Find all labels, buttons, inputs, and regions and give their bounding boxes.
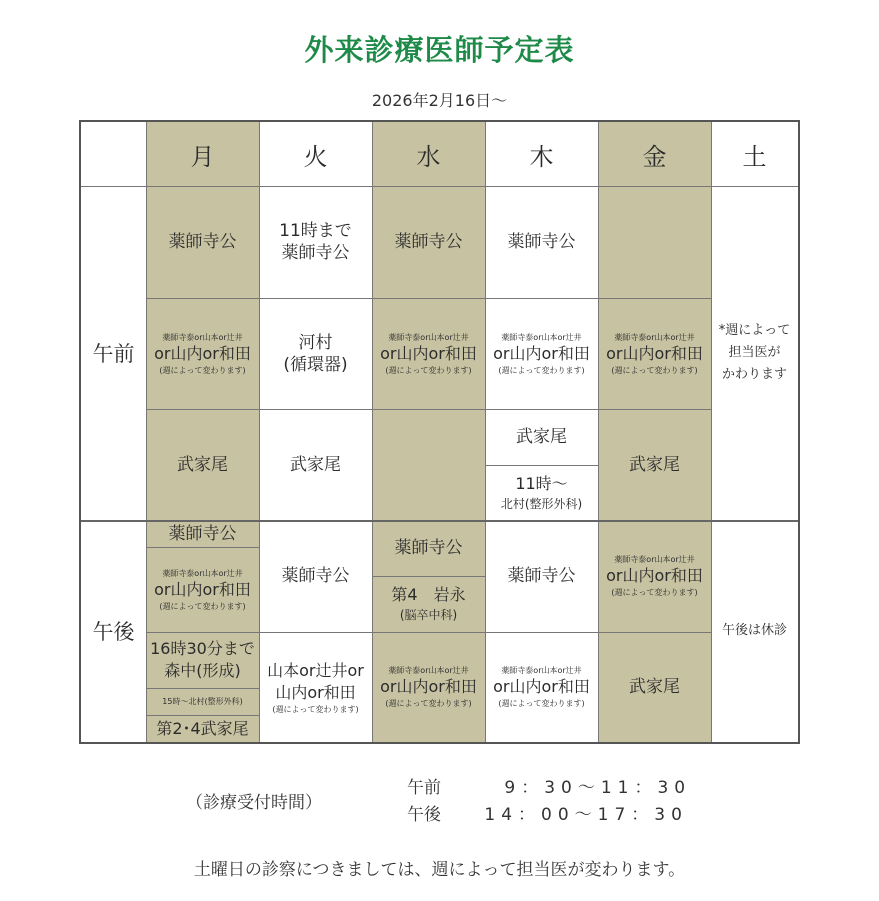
pm1-fri-main: or山内or和田 [606,566,703,585]
am3-thu-bottom [485,465,598,520]
pm2-mon-mid: 15時〜北村(整形外科) [146,688,259,715]
hours-am-label: 午前 [407,778,441,798]
pm2-wed-small-top: 薬師寺泰or山本or辻井 [388,666,469,675]
hours-label: （診療受付時間） [186,793,322,813]
pm2-mon-line2: 森中(形成) [164,661,241,680]
pm2-tue-line3: (週によって変わります) [272,704,359,714]
am1-wed: 薬師寺公 [372,186,485,298]
am2-mon-small-bottom: (週によって変わります) [159,365,246,375]
grid-line [146,122,147,742]
grid-line [146,715,259,716]
am2-wed-main: or山内or和田 [380,343,477,363]
footer-note: 土曜日の診察につきましては、週によって担当医が変わります。 [193,860,686,880]
am1-mon: 薬師寺公 [146,186,259,298]
am2-wed [372,298,485,409]
pm1-tue: 薬師寺公 [259,520,372,632]
grid-line [485,465,598,466]
grid-line [146,547,259,548]
pm2-thu-small-top: 薬師寺泰or山本or辻井 [501,666,582,675]
grid-line [146,298,711,299]
header-mon: 月 [146,122,259,186]
header-corner-cell [81,122,146,186]
am2-thu-small-bottom: (週によって変わります) [498,365,585,375]
grid-line [711,122,712,742]
pm1-thu: 薬師寺公 [485,520,598,632]
pm1-mon-small-top: 薬師寺泰or山本or辻井 [162,568,243,578]
grid-line [146,632,711,633]
page-title: 外来診療医師予定表 [304,33,575,67]
am1-tue-line1: 11時まで [279,221,352,241]
am2-fri [598,298,711,409]
am-sat-line1: *週によって [718,323,791,338]
am2-thu [485,298,598,409]
hours-am-row [407,773,691,798]
am1-tue [259,186,372,298]
am3-tue: 武家尾 [259,409,372,520]
pm2-thu [485,632,598,742]
pm2-mon-bottom: 第2･4武家尾 [146,715,259,742]
header-wed: 水 [372,122,485,186]
am2-wed-small-bottom: (週によって変わります) [385,365,472,375]
am2-tue-line2: (循環器) [283,354,348,375]
grid-line [81,520,798,522]
pm2-thu-main: or山内or和田 [493,677,590,696]
pm1-fri [598,520,711,632]
grid-line [259,122,260,742]
am2-mon [146,298,259,409]
am2-fri-main: or山内or和田 [606,343,703,363]
am2-tue-line1: 河村 [298,332,333,353]
grid-line [372,576,485,577]
hours-pm-label: 午後 [407,805,441,825]
schedule-table [79,120,800,744]
am3-thu-top: 武家尾 [485,409,598,465]
pm1-mon-top: 薬師寺公 [146,520,259,547]
am3-fri: 武家尾 [598,409,711,520]
header-sat: 土 [711,122,798,186]
pm2-tue [259,632,372,742]
am2-thu-main: or山内or和田 [493,343,590,363]
period-am-label: 午前 [81,186,146,520]
pm2-tue-line2: 山内or和田 [275,682,356,702]
hours-pm-time: 14：00〜17：30 [484,805,688,825]
pm2-thu-small-bottom: (週によって変わります) [498,699,585,708]
pm1-fri-small-top: 薬師寺泰or山本or辻井 [614,555,695,564]
am1-fri-empty [598,186,711,298]
am1-thu: 薬師寺公 [485,186,598,298]
am2-tue [259,298,372,409]
header-tue: 火 [259,122,372,186]
am-sat-line3: かわります [721,367,787,382]
hours-am-time: 9：30〜11：30 [504,778,692,798]
hours-pm-row [407,800,688,825]
grid-line [598,122,599,742]
pm2-mon-top [146,632,259,688]
pm2-tue-line1: 山本or辻井or [267,660,364,680]
pm2-wed [372,632,485,742]
header-thu: 木 [485,122,598,186]
am3-wed-empty [372,409,485,520]
pm-sat-closed: 午後は休診 [711,520,798,742]
period-pm-label: 午後 [81,520,146,742]
am2-thu-small-top: 薬師寺泰or山本or辻井 [501,332,582,342]
am3-mon: 武家尾 [146,409,259,520]
am2-wed-small-top: 薬師寺泰or山本or辻井 [388,332,469,342]
am-sat-note [711,186,798,520]
grid-line [372,122,373,742]
pm1-wed-bottom-line2: (脳卒中科) [399,608,458,622]
pm2-wed-small-bottom: (週によって変わります) [385,699,472,708]
am2-mon-small-top: 薬師寺泰or山本or辻井 [162,332,243,342]
am-sat-line2: 担当医が [728,345,781,360]
am3-thu-bottom-line1: 11時〜 [515,473,568,493]
grid-line [146,688,259,689]
grid-line [146,409,711,410]
pm1-wed-bottom-line1: 第4 岩永 [391,585,466,604]
pm2-wed-main: or山内or和田 [380,677,477,696]
header-fri: 金 [598,122,711,186]
am2-mon-main: or山内or和田 [154,343,251,363]
pm1-wed-top: 薬師寺公 [372,520,485,576]
effective-date: 2026年2月16日〜 [371,91,508,110]
pm2-mon-line1: 16時30分まで [150,639,255,658]
am3-thu-bottom-line2: 北村(整形外科) [500,496,583,511]
pm1-mon-main: or山内or和田 [154,579,251,599]
pm1-mon-bottom [146,547,259,632]
grid-line [81,186,798,187]
am2-fri-small-bottom: (週によって変わります) [611,365,698,375]
pm1-wed-bottom [372,576,485,632]
am1-tue-line2: 薬師寺公 [281,243,350,263]
pm1-mon-small-bottom: (週によって変わります) [159,601,246,611]
pm1-fri-small-bottom: (週によって変わります) [611,588,698,597]
am2-fri-small-top: 薬師寺泰or山本or辻井 [614,332,695,342]
grid-line [485,122,486,742]
pm2-fri: 武家尾 [598,632,711,742]
